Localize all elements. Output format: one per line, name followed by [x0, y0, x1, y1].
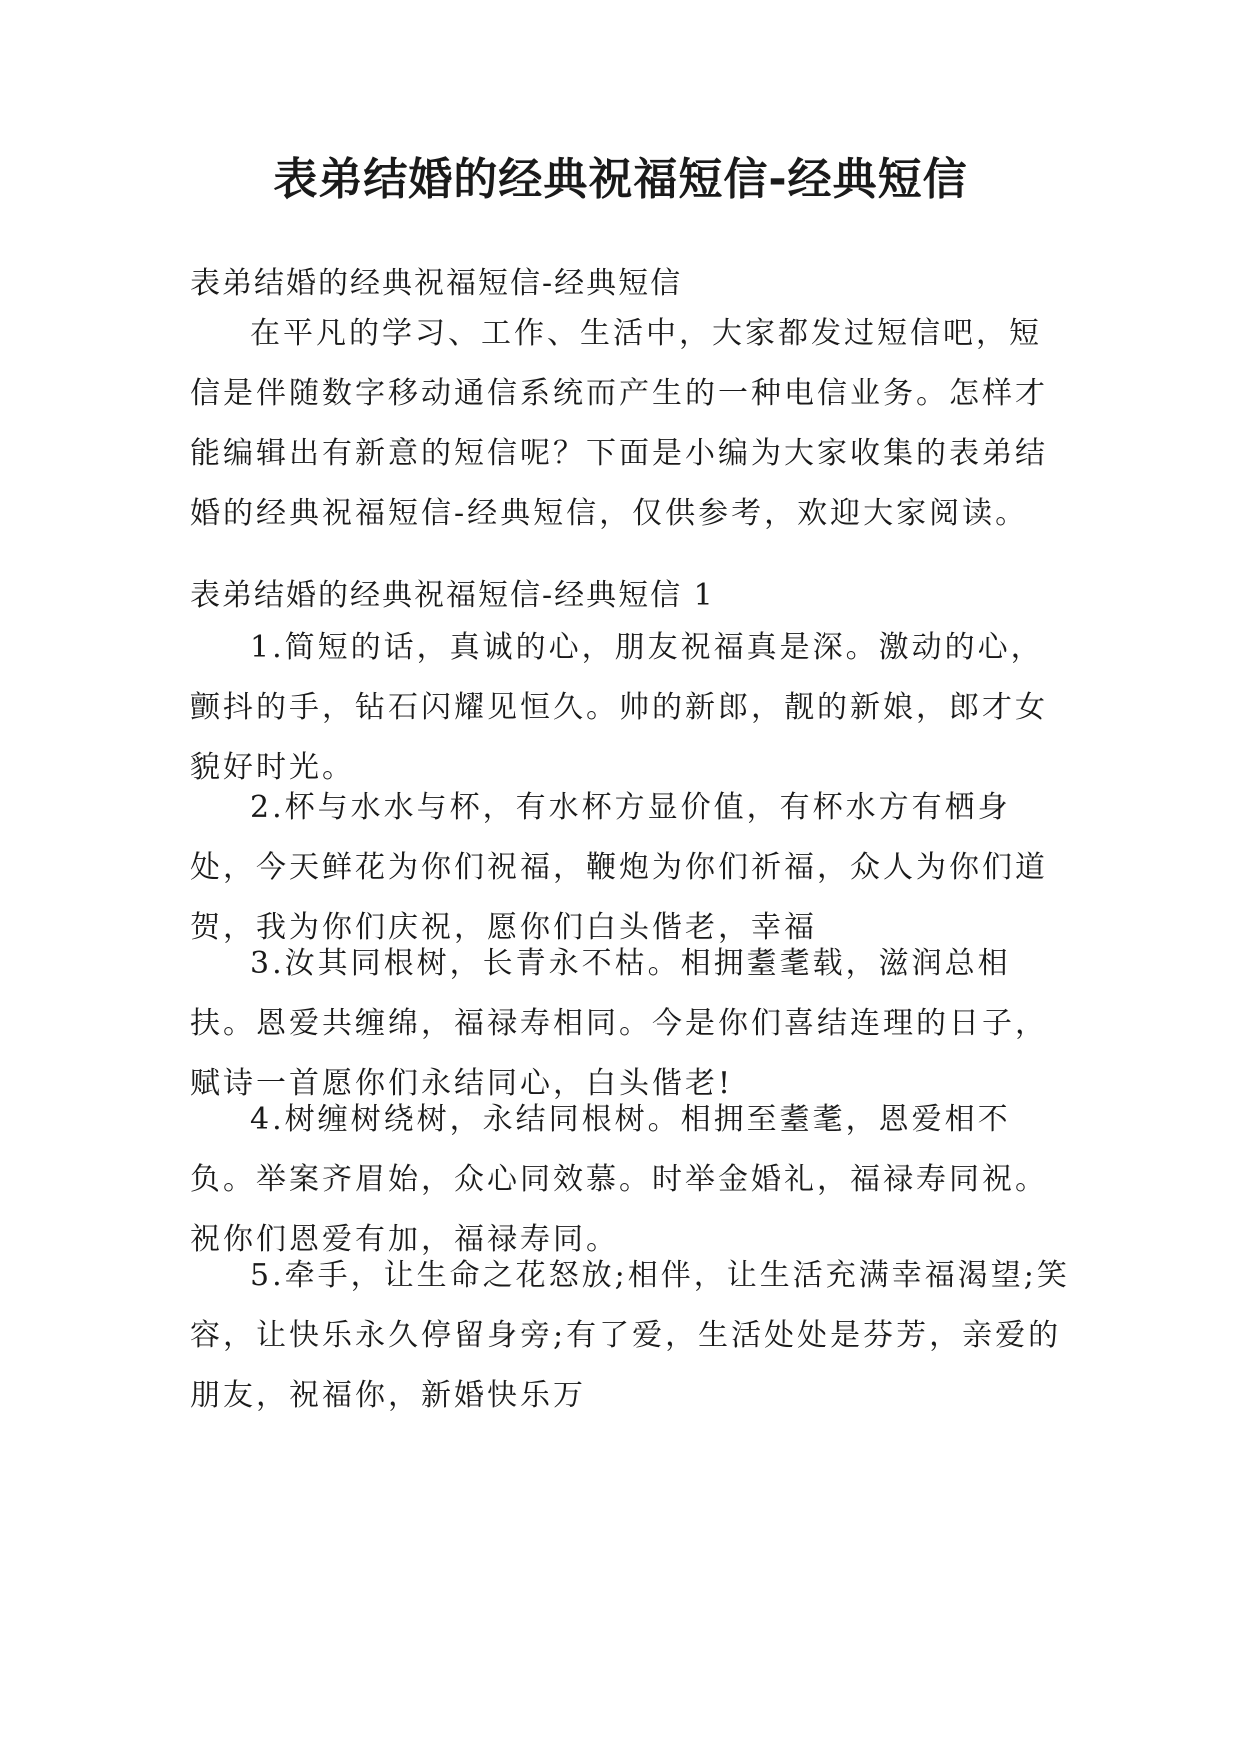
list-item: 1.简短的话，真诚的心，朋友祝福真是深。激动的心，颤抖的手，钻石闪耀见恒久。帅的新郎，靓的新娘，郎才女貌好时光。	[190, 630, 1048, 785]
item-block-4	[190, 1090, 1070, 1270]
intro-paragraph: 在平凡的学习、工作、生活中，大家都发过短信吧，短信是伴随数字移动通信系统而产生的一种电信业务。怎样才能编辑出有新意的短信呢？下面是小编为大家收集的表弟结婚的经典祝福短信-经典短信，仅供参考，欢迎大家阅读。	[190, 316, 1048, 531]
item-block-5	[190, 1246, 1070, 1426]
item-block-1	[190, 618, 1070, 798]
intro-block	[190, 304, 1070, 544]
list-item: 2.杯与水水与杯，有水杯方显价值，有杯水方有栖身处，今天鲜花为你们祝福，鞭炮为你们祈福，众人为你们道贺，我为你们庆祝，愿你们白头偕老，幸福	[190, 790, 1048, 945]
list-item: 4.树缠树绕树，永结同根树。相拥至耋耄，恩爱相不负。举案齐眉始，众心同效慕。时举金婚礼，福禄寿同祝。祝你们恩爱有加，福禄寿同。	[190, 1102, 1048, 1257]
list-item: 5.牵手，让生命之花怒放;相伴，让生活充满幸福渴望;笑容，让快乐永久停留身旁;有了爱，生活处处是芬芳，亲爱的朋友，祝福你，新婚快乐万	[190, 1258, 1070, 1413]
document-title: 表弟结婚的经典祝福短信-经典短信	[273, 154, 968, 205]
item-block-2	[190, 778, 1070, 958]
section-heading: 表弟结婚的经典祝福短信-经典短信 1	[190, 578, 715, 613]
list-item: 3.汝其同根树，长青永不枯。相拥耋耄载，滋润总相扶。恩爱共缠绵，福禄寿相同。今是你们喜结连理的日子，赋诗一首愿你们永结同心，白头偕老!	[190, 946, 1048, 1101]
item-block-3	[190, 934, 1070, 1114]
document-subtitle: 表弟结婚的经典祝福短信-经典短信	[190, 266, 683, 301]
